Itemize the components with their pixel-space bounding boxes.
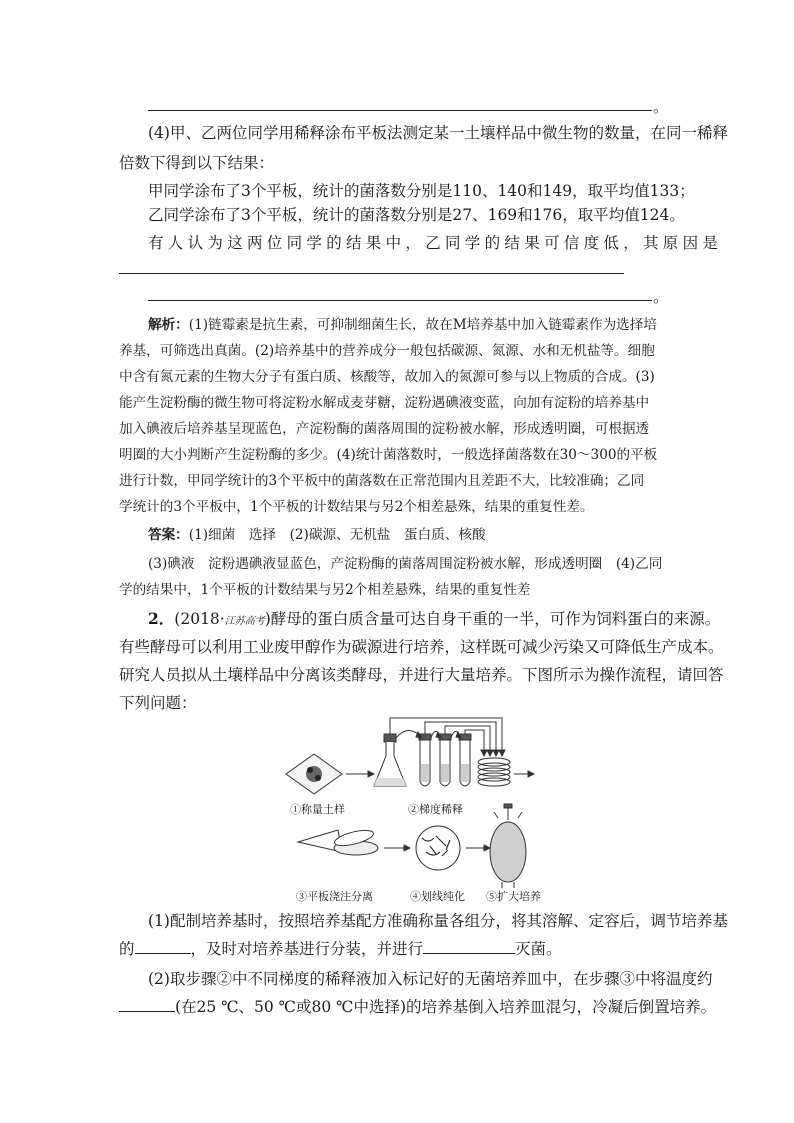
analysis-line2: 养基，可筛选出真菌。(2)培养基中的营养成分一般包括碳源、氮源、水和无机盐等。细胞: [119, 343, 655, 359]
analysis-text: (1)链霉素是抗生素，可抑制细菌生长，故在M培养基中加入链霉素作为选择培: [188, 317, 657, 333]
analysis-line1: [148, 316, 657, 335]
analysis-label: 解析：: [148, 317, 189, 333]
figure-caption-plate-pouring: ③平板浇注分离: [296, 890, 373, 903]
text-fragment: ，及时对培养基进行分装，并进行: [190, 940, 424, 958]
q1-part4-line1: (4)甲、乙两位同学用稀释涂布平板法测定某一土壤样品中微生物的数量，在同一稀释: [148, 124, 728, 142]
text-fragment: 的: [119, 940, 135, 958]
q2-sub1-line1: (1)配制培养基时，按照培养基配方准确称量各组分，将其溶解、定容后，调节培养基: [148, 912, 728, 930]
analysis-line5: 加入碘液后培养基呈现蓝色，产淀粉酶的菌落周围的淀粉被水解，形成透明圈，可根据透: [119, 421, 650, 437]
sentence-end-mark: 。: [653, 98, 669, 116]
streak-plate-icon: [416, 826, 460, 870]
answer-line3: 学的结果中，1个平板的计数结果与另2个相差悬殊，结果的重复性差: [119, 582, 531, 598]
source-tag: 江苏高考: [224, 616, 265, 627]
answer-line2: (3)碘液 淀粉遇碘液显蓝色，产淀粉酶的菌落周围淀粉被水解，形成透明圈 (4)乙同: [148, 556, 663, 572]
figure-caption-streak-purify: ④划线纯化: [410, 890, 465, 903]
text-fragment: (在25 ℃、50 ℃或80 ℃中选择)的培养基倒入培养皿混匀，冷凝后倒置培养。: [175, 998, 717, 1016]
source-open: (2018·: [174, 610, 225, 628]
q2-sub1-line2: [119, 939, 562, 959]
answer-blank-line-1: [119, 273, 624, 274]
q2-intro-line4: 下列问题：: [119, 694, 197, 712]
answer-blank-line-2: [148, 300, 652, 301]
analysis-line4: 能产生淀粉酶的微生物可将淀粉水解成麦芽糖，淀粉遇碘液变蓝，向加有淀粉的培养基中: [119, 395, 650, 411]
q2-sub2-line1: (2)取步骤②中不同梯度的稀释液加入标记好的无菌培养皿中，在步骤③中将温度约: [148, 970, 713, 988]
fill-blank[interactable]: [119, 997, 175, 1012]
analysis-line8: 学统计的3个平板中，1个平板的计数结果与另2个相差悬殊，结果的重复性差。: [119, 499, 594, 515]
conical-flask-icon: [374, 734, 406, 786]
q2-sub2-line2: [119, 997, 716, 1017]
plate-pouring-icon: [298, 827, 378, 855]
q1-part4-line5: 有人认为这两位同学的结果中，乙同学的结果可信度低，其原因是: [148, 234, 723, 252]
test-tube-icon: [459, 734, 471, 786]
figure-caption-weigh-soil: ①称量土样: [290, 803, 345, 816]
answer-text: (1)细菌 选择 (2)碳源、无机盐 蛋白质、核酸: [188, 527, 486, 543]
q1-part4-line3: 甲同学涂布了3个平板，统计的菌落数分别是110、140和149，取平均值133；: [148, 182, 695, 200]
analysis-line3: 中含有氮元素的生物大分子有蛋白质、核酸等，故加入的氮源可参与以上物质的合成。(3): [119, 369, 655, 385]
petri-dish-stack-icon: [478, 758, 510, 786]
answer-line1: [148, 526, 486, 545]
test-tube-icon: [439, 734, 451, 786]
q2-intro-line2: 有些酵母可以利用工业废甲醇作为碳源进行培养，这样既可减少污染又可降低生产成本。: [119, 638, 724, 656]
text-fragment: 灭菌。: [515, 940, 562, 958]
q2-intro-line1: [148, 609, 720, 632]
q1-part4-line4: 乙同学涂布了3个平板，统计的菌落数分别是27、169和176，取平均值124。: [148, 206, 685, 224]
fill-blank[interactable]: [423, 939, 515, 954]
figure-caption-scale-up: ⑤扩大培养: [486, 890, 541, 903]
fill-blank[interactable]: [135, 939, 191, 954]
soil-sample-icon: [286, 754, 342, 794]
answer-label: 答案：: [148, 527, 189, 543]
bioreactor-icon: [490, 804, 526, 888]
analysis-line6: 明圈的大小判断产生淀粉酶的多少。(4)统计菌落数时，一般选择菌落数在30～300的平板: [119, 447, 658, 463]
answer-blank-line-0: [148, 110, 652, 111]
analysis-line7: 进行计数，甲同学统计的3个平板中的菌落数在正常范围内且差距不大，比较准确；乙同: [119, 473, 645, 489]
test-tube-icon: [419, 734, 431, 786]
figure-caption-gradient-dilution: ②梯度稀释: [408, 803, 463, 816]
question-number: 2．: [148, 609, 175, 628]
q1-part4-line2: 倍数下得到以下结果：: [119, 154, 275, 172]
q2-intro-line3: 研究人员拟从土壤样品中分离该类酵母，并进行大量培养。下图所示为操作流程，请回答: [119, 666, 724, 684]
sentence-end-mark: 。: [653, 288, 669, 306]
intro-text: )酵母的蛋白质含量可达自身干重的一半，可作为饲料蛋白的来源。: [264, 610, 721, 628]
